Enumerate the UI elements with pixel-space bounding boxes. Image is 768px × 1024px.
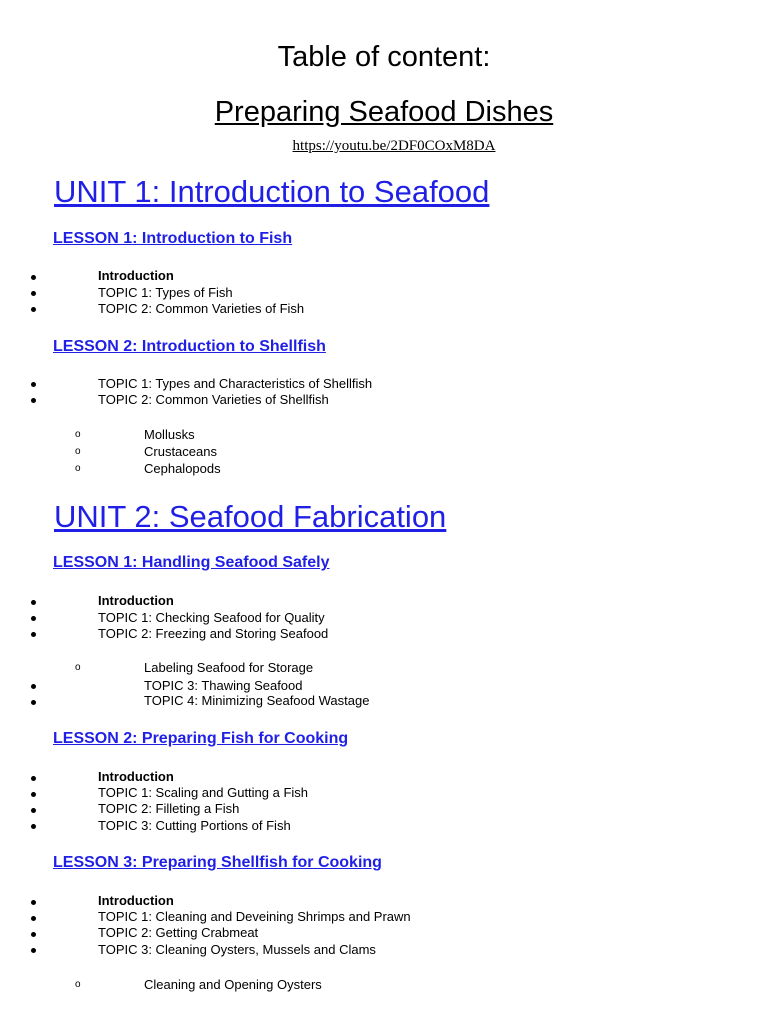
bullet <box>31 616 36 621</box>
video-link-container <box>0 137 768 155</box>
list-item: TOPIC 3: Cleaning Oysters, Mussels and Clams <box>98 942 376 957</box>
list-subitem: Labeling Seafood for Storage <box>144 660 314 675</box>
list-item: Introduction <box>98 769 174 784</box>
bullet <box>31 398 36 403</box>
list-item: TOPIC 2: Common Varieties of Shellfish <box>98 392 329 407</box>
list-item: Introduction <box>98 268 174 283</box>
unit-1-lesson-1-heading[interactable]: LESSON 1: Introduction to Fish <box>53 230 293 247</box>
bullet <box>31 776 36 781</box>
list-item: TOPIC 3: Cutting Portions of Fish <box>98 818 291 833</box>
unit-2-heading[interactable]: UNIT 2: Seafood Fabrication <box>54 499 447 534</box>
bullet <box>31 792 36 797</box>
list-subitem: Mollusks <box>144 427 195 442</box>
document-title: Table of content: <box>277 41 491 73</box>
list-item: Introduction <box>98 893 174 908</box>
circle-bullet: o <box>75 979 81 990</box>
circle-bullet: o <box>75 446 81 457</box>
bullet <box>31 824 36 829</box>
bullet <box>31 808 36 813</box>
unit-1-heading[interactable]: UNIT 1: Introduction to Seafood <box>54 174 490 209</box>
list-subitem: Crustaceans <box>144 444 217 459</box>
bullet <box>31 932 36 937</box>
video-link[interactable]: https://youtu.be/2DF0COxM8DA <box>292 138 496 154</box>
document-subtitle <box>0 95 768 129</box>
bullet <box>31 275 36 280</box>
unit-2-lesson-3-heading[interactable]: LESSON 3: Preparing Shellfish for Cooking <box>53 854 382 871</box>
bullet <box>31 382 36 387</box>
unit-1-lesson-2-heading[interactable]: LESSON 2: Introduction to Shellfish <box>53 338 326 355</box>
list-item: TOPIC 1: Cleaning and Deveining Shrimps and Prawn <box>98 909 411 924</box>
list-subitem: Cephalopods <box>144 461 221 476</box>
list-item: TOPIC 3: Thawing Seafood <box>144 678 303 693</box>
bullet <box>31 916 36 921</box>
bullet <box>31 307 36 312</box>
bullet <box>31 684 36 689</box>
bullet <box>31 632 36 637</box>
unit-2-lesson-2-heading[interactable]: LESSON 2: Preparing Fish for Cooking <box>53 730 349 747</box>
list-item: TOPIC 2: Filleting a Fish <box>98 801 240 816</box>
bullet <box>31 900 36 905</box>
list-item: TOPIC 1: Scaling and Gutting a Fish <box>98 785 309 800</box>
bullet <box>31 948 36 953</box>
list-item: TOPIC 2: Common Varieties of Fish <box>98 301 305 316</box>
bullet <box>31 700 36 705</box>
subtitle-text: Preparing Seafood Dishes <box>214 96 554 128</box>
list-item: TOPIC 2: Freezing and Storing Seafood <box>98 626 329 641</box>
circle-bullet: o <box>75 429 81 440</box>
list-item: Introduction <box>98 593 174 608</box>
circle-bullet: o <box>75 463 81 474</box>
list-item: TOPIC 1: Types and Characteristics of Shellfish <box>98 376 373 391</box>
list-subitem: Cleaning and Opening Oysters <box>144 977 322 992</box>
list-item: TOPIC 2: Getting Crabmeat <box>98 925 259 940</box>
list-item: TOPIC 1: Checking Seafood for Quality <box>98 610 325 625</box>
circle-bullet: o <box>75 662 81 673</box>
list-item: TOPIC 4: Minimizing Seafood Wastage <box>144 693 370 708</box>
bullet <box>31 291 36 296</box>
bullet <box>31 600 36 605</box>
list-item: TOPIC 1: Types of Fish <box>98 285 233 300</box>
unit-2-lesson-1-heading[interactable]: LESSON 1: Handling Seafood Safely <box>53 554 330 571</box>
